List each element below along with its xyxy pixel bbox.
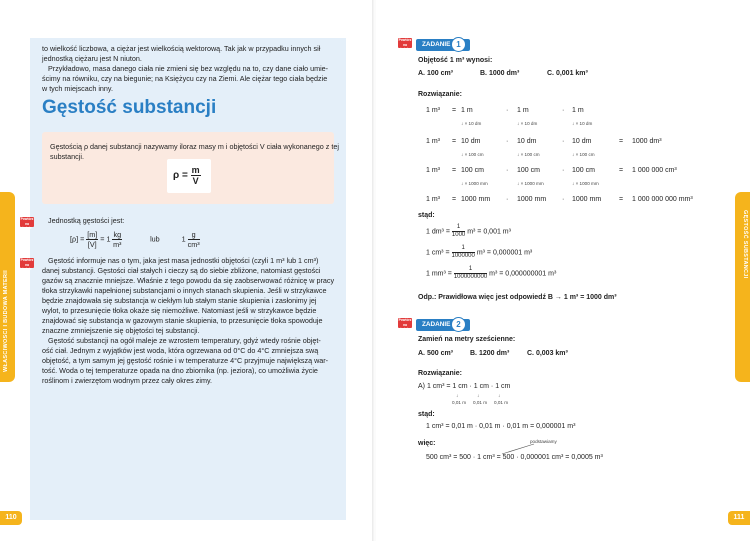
t1-r1-c6: 10 dm: [572, 138, 592, 145]
task-2-label: ZADANIE: [422, 321, 451, 328]
unit-or: lub: [150, 234, 160, 244]
t1-r2-c3: ·: [506, 167, 509, 174]
task-1-option-b: B. 1000 dm³: [480, 70, 520, 77]
step-3-lhs: 1 mm³ =: [426, 270, 452, 278]
task-1-option-a: A. 100 cm³: [418, 70, 454, 77]
task-2-podstawiamy: podstawiamy: [530, 439, 557, 444]
body-line-5: będzie znajdowała się substancja w ciekłym lub stałym stanie skupienia i zasłonimy jej: [42, 296, 317, 305]
t1-r1-c7: =: [619, 138, 624, 145]
unit-lhs: [ρ] =: [70, 234, 85, 244]
task-2-stad: stąd:: [418, 411, 435, 418]
t1-r3-c8: 1 000 000 000 mm³: [632, 196, 693, 203]
unit-eq: = 1: [100, 234, 111, 244]
t1-r1-c2: 10 dm: [461, 138, 481, 145]
t1-r0-c0: 1 m³: [426, 107, 440, 114]
step-1-rhs: m³ = 0,001 m³: [467, 228, 511, 236]
definition-line-2: substancji.: [50, 152, 84, 161]
task-2-question: Zamień na metry sześcienne:: [418, 336, 516, 343]
right-page-number: 111: [728, 511, 750, 525]
unit-intro: Jednostką gęstości jest:: [48, 216, 125, 225]
task-2-option-c: C. 0,003 km³: [527, 350, 568, 357]
task-2-wiec: więc:: [418, 440, 436, 447]
unit-formula: [70, 230, 200, 249]
step-2-lhs: 1 cm³ =: [426, 249, 450, 257]
task-1-number: 1: [451, 37, 466, 52]
density-formula: [173, 165, 201, 186]
t2-sub-c: 0,01 m: [494, 400, 509, 405]
task-1-option-c: C. 0,001 km³: [547, 70, 588, 77]
task-1-step-2: [426, 245, 532, 260]
intro-line-2: jednostką ciężaru jest N niuton.: [42, 54, 142, 63]
intro-line-5: w tych miejscach inny.: [42, 84, 113, 93]
t1-r2-c7: =: [619, 167, 624, 174]
t1-r0-c4: 1 m: [517, 107, 529, 114]
step-1-lhs: 1 dm³ =: [426, 228, 450, 236]
body-line-7: znajdować się substancja w gazowym stanie skupienia, to przesunięcie tłoka spowoduje: [42, 316, 323, 325]
powtorz-stamp-left-2: Powtórz na teście: [20, 258, 34, 271]
t1-r3-c3: ·: [506, 196, 509, 203]
t1-arrow-2c: ↓ × 100 cm: [572, 152, 595, 157]
t1-r3-c4: 1000 mm: [517, 196, 547, 203]
t1-r1-c0: 1 m³: [426, 138, 440, 145]
t1-arrow-3c: ↓ × 1000 mm: [572, 181, 599, 186]
task-2-option-b: B. 1200 dm³: [470, 350, 510, 357]
unit-one: 1: [181, 234, 186, 244]
formula-lhs: ρ =: [173, 170, 188, 182]
body-line-3: gazów są znacznie mniejsze. Właśnie z tego powodu da się zaobserwować różnicę w pracy: [42, 276, 335, 285]
t1-r1-c1: =: [452, 138, 457, 145]
task-2-option-a: A. 500 cm³: [418, 350, 454, 357]
body-line-2: danej substancji. Gęstości ciał stałych i cieczy są do siebie zbliżone, natomiast gęstości: [42, 266, 321, 275]
unit-den-3: cm³: [187, 240, 200, 249]
t1-arrow-3a: ↓ × 1000 mm: [461, 181, 488, 186]
body-line-11: objętość, a tym samym jej gęstość rośnie i w temperaturze 4°C przyjmuje największą war-: [42, 356, 329, 365]
t2-sub-b: 0,01 m: [473, 400, 488, 405]
t1-r3-c6: 1000 mm: [572, 196, 602, 203]
t1-r2-c0: 1 m³: [426, 167, 440, 174]
t1-arrow-3b: ↓ × 1000 mm: [517, 181, 544, 186]
step-3-den: 1000000000: [453, 274, 488, 280]
definition-line-1: Gęstością ρ danej substancji nazywamy iloraz masy m i objętości V ciała wykonanego z tej: [50, 142, 339, 151]
t1-r2-c8: 1 000 000 cm³: [632, 167, 677, 174]
t1-arrow-2b: ↓ × 100 cm: [517, 152, 540, 157]
body-line-10: ość ciał. Jednym z wyjątków jest woda, która ogrzewana od 0°C do 4°C zmniejsza swą: [42, 346, 319, 355]
step-1-num: 1: [452, 224, 465, 232]
task-2-final-line: 500 cm³ = 500 · 1 cm³ = 500 · 0,000001 cm³ = 0,0005 m³: [426, 454, 603, 461]
task-2-stad-line: 1 cm³ = 0,01 m · 0,01 m · 0,01 m = 0,000001 m³: [426, 423, 576, 430]
unit-den-1: [V]: [87, 240, 97, 249]
unit-num-2: kg: [113, 230, 122, 239]
t1-r2-c4: 100 cm: [517, 167, 540, 174]
task-1-step-3: [426, 266, 556, 281]
body-line-9: Gęstość substancji na ogół maleje ze wzrostem temperatury, gdyż wtedy rośnie objęt-: [48, 336, 321, 345]
task-1-step-1: [426, 224, 511, 239]
intro-line-3: Przykładowo, masa danego ciała nie zmieni się bez względu na to, czy dane ciało umie-: [48, 64, 329, 73]
step-2-den: 1000000: [451, 253, 475, 259]
left-page-number: 110: [0, 511, 22, 525]
t1-r2-c5: ·: [562, 167, 565, 174]
section-heading: Gęstość substancji: [42, 97, 217, 118]
t1-r0-c2: 1 m: [461, 107, 473, 114]
body-line-4: tłoka strzykawki napełnionej substancjami o innych stanach skupienia. Jeśli w strzykawce: [42, 286, 327, 295]
powtorz-stamp-task1: Powtórz na teście: [398, 38, 412, 51]
t2-arrow-c: ↓: [498, 393, 501, 398]
body-line-12: tość. Woda o tej temperaturze opada na dno zbiornika (np. jeziora), co umożliwia życie: [42, 366, 318, 375]
intro-line-4: ścimy na równiku, czy na biegunie; na Księżycu czy na Ziemi. Ale ciężar tego ciała będzie: [42, 74, 328, 83]
t1-r2-c2: 100 cm: [461, 167, 484, 174]
t1-r0-c6: 1 m: [572, 107, 584, 114]
powtorz-stamp-left: Powtórz na teście: [20, 217, 34, 230]
intro-line-1: to wielkość liczbowa, a ciężar jest wielkością wektorową. Tak jak w przypadku innych sił: [42, 44, 321, 53]
step-1-den: 1000: [451, 232, 466, 238]
t1-r2-c6: 100 cm: [572, 167, 595, 174]
unit-num-1: [m]: [87, 230, 98, 239]
body-line-8: znaczne zmniejszenie się objętości tej substancji.: [42, 326, 200, 335]
step-2-num: 1: [452, 245, 475, 253]
t1-arrow-2a: ↓ × 100 cm: [461, 152, 484, 157]
body-line-1: Gęstość informuje nas o tym, jaka jest masa jednostki objętości (czyli 1 m³ lub 1 cm³): [48, 256, 319, 265]
t1-r3-c0: 1 m³: [426, 196, 440, 203]
step-3-num: 1: [454, 266, 487, 274]
t1-r3-c1: =: [452, 196, 457, 203]
task-1-answer: Odp.: Prawidłowa więc jest odpowiedź B → 1 m³ = 1000 dm³: [418, 294, 617, 301]
t1-r3-c7: =: [619, 196, 624, 203]
t1-r0-c3: ·: [506, 107, 509, 114]
t2-arrow-b: ↓: [477, 393, 480, 398]
unit-den-2: m³: [113, 240, 122, 249]
task-2-a-line: A) 1 cm³ = 1 cm · 1 cm · 1 cm: [418, 383, 511, 390]
task-2-solution-label: Rozwiązanie:: [418, 370, 462, 377]
right-chapter-tab-label: GĘSTOŚĆ SUBSTANCJI: [742, 210, 748, 279]
task-1-label: ZADANIE: [422, 41, 451, 48]
unit-num-3: g: [188, 230, 200, 240]
task-2-number: 2: [451, 317, 466, 332]
t1-r0-c1: =: [452, 107, 457, 114]
body-line-13: roślinom i zwierzętom wodnym przez cały okres zimy.: [42, 376, 213, 385]
t1-r1-c8: 1000 dm³: [632, 138, 662, 145]
t2-sub-a: 0,01 m: [452, 400, 467, 405]
t1-r3-c2: 1000 mm: [461, 196, 491, 203]
t1-r2-c1: =: [452, 167, 457, 174]
task-1-question: Objętość 1 m³ wynosi:: [418, 57, 493, 64]
body-line-6: wylot, to przesunięcie tłoka okaże się niemożliwe. Natomiast jeśli w strzykawce będzie: [42, 306, 317, 315]
step-2-rhs: m³ = 0,000001 m³: [476, 249, 533, 257]
t1-r1-c3: ·: [506, 138, 509, 145]
task-1-solution-label: Rozwiązanie:: [418, 91, 462, 98]
powtorz-stamp-task2: Powtórz na teście: [398, 318, 412, 331]
task-1-stad: stąd:: [418, 212, 435, 219]
formula-numerator: m: [191, 165, 200, 175]
t1-arrow-1b: ↓ × 10 dm: [517, 121, 538, 126]
t1-arrow-1c: ↓ × 10 dm: [572, 121, 593, 126]
t1-r1-c4: 10 dm: [517, 138, 537, 145]
left-chapter-tab-label: WŁAŚCIWOŚCI I BUDOWA MATERII: [3, 270, 9, 372]
t2-arrow-a: ↓: [456, 393, 459, 398]
t1-r1-c5: ·: [562, 138, 565, 145]
step-3-rhs: m³ = 0,000000001 m³: [489, 270, 557, 278]
t1-arrow-1a: ↓ × 10 dm: [461, 121, 482, 126]
t1-r0-c5: ·: [562, 107, 565, 114]
t1-r3-c5: ·: [562, 196, 565, 203]
formula-denominator: V: [192, 176, 199, 186]
